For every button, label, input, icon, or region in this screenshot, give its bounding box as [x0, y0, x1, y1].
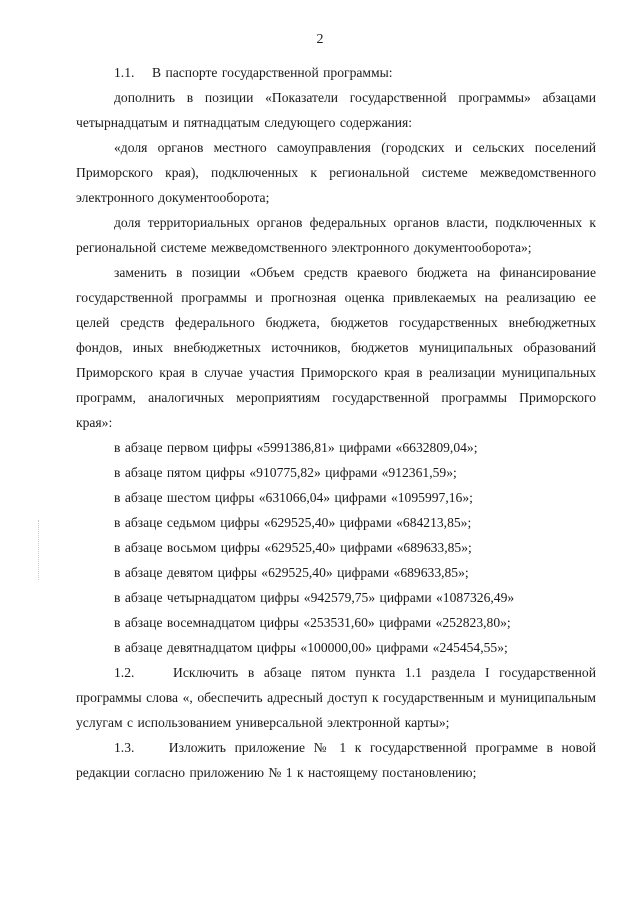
section-1-3-number: 1.3. — [114, 740, 135, 755]
document-body — [76, 60, 596, 785]
margin-scan-mark — [38, 520, 40, 580]
paragraph-quote-federal-authorities: доля территориальных органов федеральных органов власти, подключенных к региональной системе межведомственного электронного документооборота»; — [76, 215, 596, 255]
replacement-item: в абзаце девятнадцатом цифры «100000,00» цифрами «245454,55»; — [114, 640, 508, 655]
replacement-item: в абзаце девятом цифры «629525,40» цифрами «689633,85»; — [114, 565, 469, 580]
replacement-item: в абзаце четырнадцатом цифры «942579,75» цифрами «1087326,49» — [114, 590, 515, 605]
section-1-3-text: Изложить приложение № 1 к государственной программе в новой редакции согласно приложению № 1 к настоящему постановлению; — [76, 740, 597, 780]
page-number: 2 — [316, 32, 324, 47]
replacement-item: в абзаце восемнадцатом цифры «253531,60» цифрами «252823,80»; — [114, 615, 511, 630]
replacement-list — [76, 435, 596, 660]
section-1-3 — [76, 735, 596, 785]
section-1-2-number: 1.2. — [114, 665, 135, 680]
replacement-item: в абзаце первом цифры «5991386,81» цифрами «6632809,04»; — [114, 440, 478, 455]
section-1-2-text: Исключить в абзаце пятом пункта 1.1 раздела I государственной программы слова «, обеспечить адресный доступ к государственным и муниципальным услугам с использованием универсальной электронной карты»; — [76, 665, 597, 730]
paragraph-quote-local-authorities: «доля органов местного самоуправления (городских и сельских поселений Приморского края), подключенных к региональной системе межведомственного электронного документооборота; — [76, 140, 596, 205]
replacement-item: в абзаце восьмом цифры «629525,40» цифрами «689633,85»; — [114, 540, 472, 555]
replacement-item: в абзаце пятом цифры «910775,82» цифрами «912361,59»; — [114, 465, 457, 480]
paragraph-add-indicators: дополнить в позиции «Показатели государственной программы» абзацами четырнадцатым и пятнадцатым следующего содержания: — [76, 90, 596, 130]
replacement-item: в абзаце шестом цифры «631066,04» цифрами «1095997,16»; — [114, 490, 473, 505]
section-1-1-text: В паспорте государственной программы: — [151, 65, 393, 80]
paragraph-replace-budget: заменить в позиции «Объем средств краевого бюджета на финансирование государственной программы и прогнозная оценка привлекаемых на реализацию ее целей средств федерального бюджета, бюджетов государственных внебюджетных фондов, иных внебюджетных источников, бюджетов муниципальных образований Приморского края в случае участия Приморского края в реализации муниципальных программ, аналогичных мероприятиям государственной программы Приморского края»: — [76, 265, 596, 430]
section-1-2 — [76, 660, 596, 735]
section-1-1-heading — [76, 60, 596, 85]
section-1-1-number: 1.1. — [114, 65, 135, 80]
replacement-item: в абзаце седьмом цифры «629525,40» цифрами «684213,85»; — [114, 515, 472, 530]
